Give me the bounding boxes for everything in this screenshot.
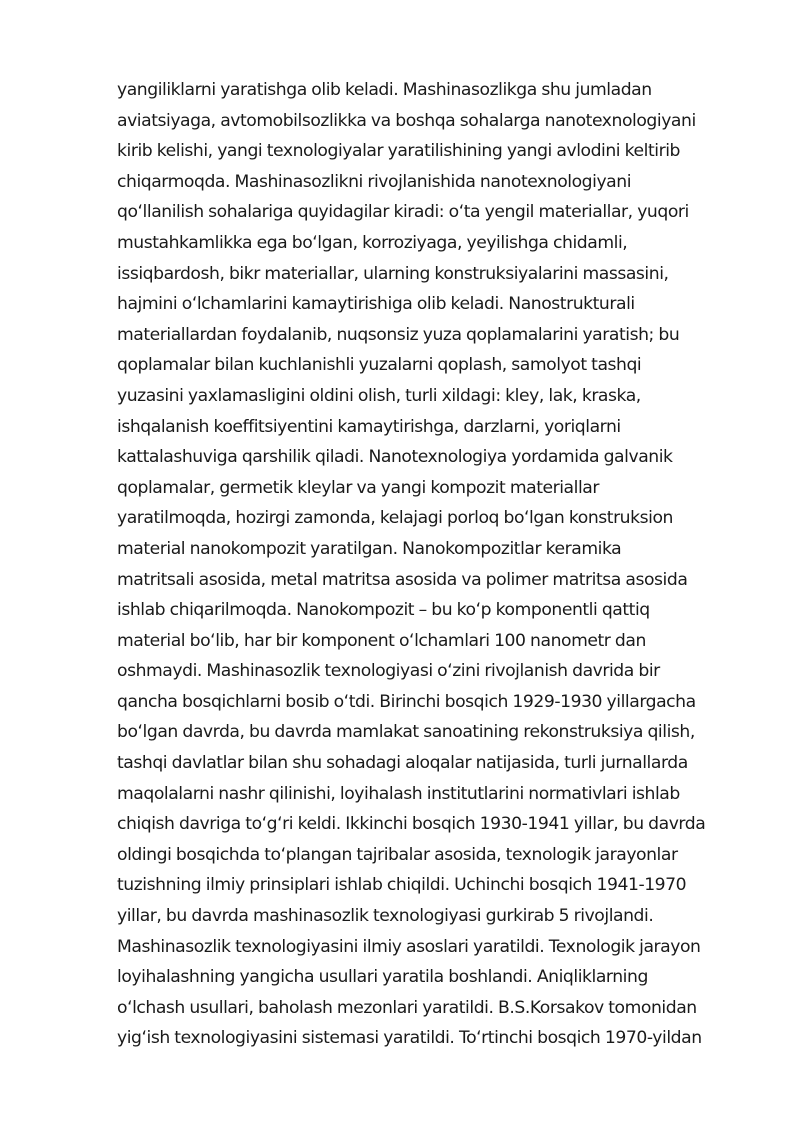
text-line: loyihalashning yangicha usullari yaratila boshlandi. Aniqliklarning xyxy=(117,967,648,988)
text-line: mustahkamlikka ega boʻlgan, korroziyaga, yeyilishga chidamli, xyxy=(117,232,628,253)
text-line: qoʻllanilish sohalariga quyidagilar kiradi: oʻta yengil materiallar, yuqori xyxy=(117,202,689,223)
text-line: qancha bosqichlarni bosib oʻtdi. Birinchi bosqich 1929-1930 yillargacha xyxy=(117,691,696,712)
text-line: yaratilmoqda, hozirgi zamonda, kelajagi porloq boʻlgan konstruksion xyxy=(117,508,673,529)
text-line: kattalashuviga qarshilik qiladi. Nanotexnologiya yordamida galvanik xyxy=(117,447,673,468)
text-line: chiqarmoqda. Mashinasozlikni rivojlanishida nanotexnologiyani xyxy=(117,171,632,192)
text-line: yigʻish texnologiyasini sistemasi yaratildi. Toʻrtinchi bosqich 1970-yildan xyxy=(117,1028,702,1049)
text-line: qoplamalar bilan kuchlanishli yuzalarni qoplash, samolyot tashqi xyxy=(117,355,642,376)
text-line: material boʻlib, har bir komponent oʻlchamlari 100 nanometr dan xyxy=(117,630,646,651)
text-line: ishqalanish koeffitsiyentini kamaytirishga, darzlarni, yoriqlarni xyxy=(117,416,621,437)
text-line: oshmaydi. Mashinasozlik texnologiyasi oʻzini rivojlanish davrida bir xyxy=(117,661,660,682)
text-line: yangiliklarni yaratishga olib keladi. Mashinasozlikga shu jumladan xyxy=(117,80,652,100)
body-text xyxy=(117,75,757,1054)
text-line: materiallardan foydalanib, nuqsonsiz yuza qoplamalarini yaratish; bu xyxy=(117,324,680,345)
text-line: tashqi davlatlar bilan shu sohadagi aloqalar natijasida, turli jurnallarda xyxy=(117,753,688,774)
text-line: ishlab chiqarilmoqda. Nanokompozit – bu koʻp komponentli qattiq xyxy=(117,600,650,621)
text-line: tuzishning ilmiy prinsiplari ishlab chiqildi. Uchinchi bosqich 1941-1970 xyxy=(117,875,687,896)
text-line: boʻlgan davrda, bu davrda mamlakat sanoatining rekonstruksiya qilish, xyxy=(117,722,695,743)
text-line: yuzasini yaxlamasligini oldini olish, turli xildagi: kley, lak, kraska, xyxy=(117,385,641,406)
text-line: oʻlchash usullari, baholash mezonlari yaratildi. B.S.Korsakov tomonidan xyxy=(117,997,697,1018)
text-line: Mashinasozlik texnologiyasini ilmiy asoslari yaratildi. Texnologik jarayon xyxy=(117,936,701,957)
text-line: maqolalarni nashr qilinishi, loyihalash institutlarini normativlari ishlab xyxy=(117,783,680,804)
text-line: issiqbardosh, bikr materiallar, ularning konstruksiyalarini massasini, xyxy=(117,263,669,284)
text-line: material nanokompozit yaratilgan. Nanokompozitlar keramika xyxy=(117,538,622,559)
text-line: hajmini oʻlchamlarini kamaytirishiga olib keladi. Nanostrukturali xyxy=(117,294,635,315)
text-line: oldingi bosqichda toʻplangan tajribalar asosida, texnologik jarayonlar xyxy=(117,844,678,865)
text-line: yillar, bu davrda mashinasozlik texnologiyasi gurkirab 5 rivojlandi. xyxy=(117,906,654,927)
text-line: chiqish davriga toʻgʻri keldi. Ikkinchi bosqich 1930-1941 yillar, bu davrda xyxy=(117,814,706,835)
text-line: kirib kelishi, yangi texnologiyalar yaratilishining yangi avlodini keltirib xyxy=(117,141,681,162)
text-line: aviatsiyaga, avtomobilsozlikka va boshqa sohalarga nanotexnologiyani xyxy=(117,110,696,131)
text-line: qoplamalar, germetik kleylar va yangi kompozit materiallar xyxy=(117,477,599,498)
text-line: matritsali asosida, metal matritsa asosida va polimer matritsa asosida xyxy=(117,569,688,590)
